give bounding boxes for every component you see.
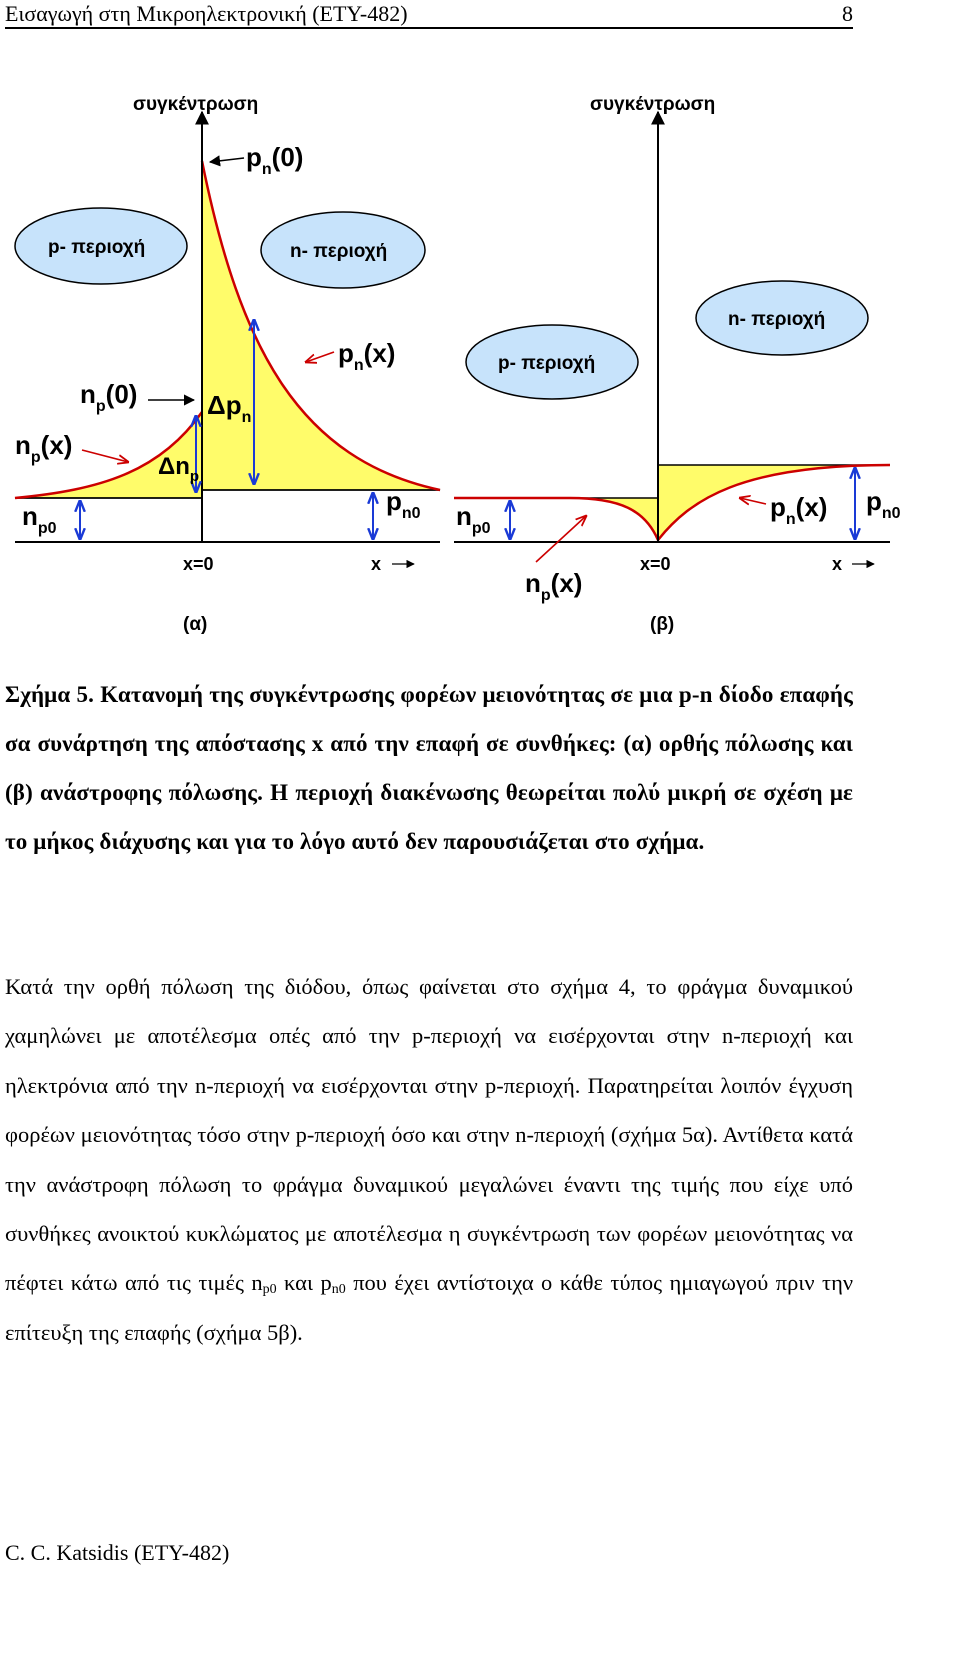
pn-x-label-b: $p_n(x)$: [770, 492, 828, 528]
panel-label-a: (α): [183, 614, 208, 635]
np-x-label-a: $n_p(x)$: [15, 430, 73, 466]
np0-label-a: $n_{p0}$: [22, 501, 57, 537]
page-header: [5, 0, 853, 29]
x-label-b: x: [832, 554, 843, 574]
page-footer: C. C. Katsidis (ETY-482): [5, 1540, 230, 1565]
x0-label-a: x=0: [183, 554, 214, 574]
np0-at-0-label: $n_p(0)$: [80, 379, 138, 415]
subscript-p0: p0: [262, 1282, 277, 1298]
panel-b: [454, 94, 901, 635]
n-region-label-b: n- περιοχή: [728, 309, 826, 330]
pn-x-label: $p_n(x)$: [338, 338, 396, 374]
pn0-label: $p_n(0)$: [246, 142, 304, 178]
pn0-label-a: $p_{n0}$: [386, 486, 421, 522]
hole-excess-area: [202, 161, 440, 490]
delta-np-label: $\Delta n_p$: [158, 453, 200, 485]
document-title: Εισαγωγή στη Μικροηλεκτρονική (ΕΤΥ-482): [5, 1, 408, 26]
delta-pn-label: $\Delta p_n$: [207, 390, 252, 426]
p-region-label-b: p- περιοχή: [498, 353, 596, 374]
body-paragraph: [5, 962, 853, 1357]
axis-label-a: συγκέντρωση: [133, 94, 259, 115]
panel-label-b: (β): [650, 614, 675, 635]
paragraph-part-1: Κατά την ορθή πόλωση της διόδου, όπως φαίνεται στο σχήμα 4, το φράγμα δυναμικού χαμηλώνει με αποτέλεσμα οπές από την p-περιοχή να εισέρχονται στην n-περιοχή και ηλεκτρόνια από την n-περιοχή να εισέρχονται στην p-περιοχή. Παρατηρείται λοιπόν έγχυση φορέων μειονότητας τόσο στην p-περιοχή όσο και στην n-περιοχή (σχήμα 5α). Αντίθετα κατά την ανάστροφη πόλωση το φράγμα δυναμικού μεγαλώνει έναντι της τιμής που είχε υπό συνθήκες ανοικτού κυκλώματος με αποτέλεσμα η συγκέντρωση των φορέων μειονότητας να πέφτει κάτω από τις τιμές n: [5, 974, 853, 1296]
x0-label-b: x=0: [640, 554, 671, 574]
page-number: 8: [842, 1, 853, 26]
subscript-n0: n0: [331, 1282, 346, 1298]
minority-carrier-figure: [0, 80, 960, 660]
np-x-label-b: $n_p(x)$: [525, 568, 583, 604]
np0-label-b: $n_{p0}$: [456, 501, 491, 537]
x-label-a: x: [371, 554, 382, 574]
figure-caption: Σχήμα 5. Κατανομή της συγκέντρωσης φορέων μειονότητας σε μια p-n δίοδο επαφής σα συνάρτηση της απόστασης x από την επαφή σε συνθήκες: (α) ορθής πόλωσης και (β) ανάστροφης πόλωσης. Η περιοχή διακένωσης θεωρείται πολύ μικρή σε σχέση με το μήκος διάχυσης και για το λόγο αυτό δεν παρουσιάζεται στο σχήμα.: [5, 682, 853, 854]
n-region-label-a: n- περιοχή: [290, 241, 388, 262]
panel-a: [15, 94, 440, 635]
paragraph-part-2: και p: [276, 1270, 332, 1296]
pn0-label-b: $p_{n0}$: [866, 486, 901, 522]
p-region-label-a: p- περιοχή: [48, 237, 146, 258]
axis-label-b: συγκέντρωση: [590, 94, 716, 115]
paragraph-part-3: που έχει αντίστοιχα ο κάθε τύπος ημιαγωγού πριν την επίτευξη της επαφής (σχήμα 5β).: [5, 1270, 854, 1345]
